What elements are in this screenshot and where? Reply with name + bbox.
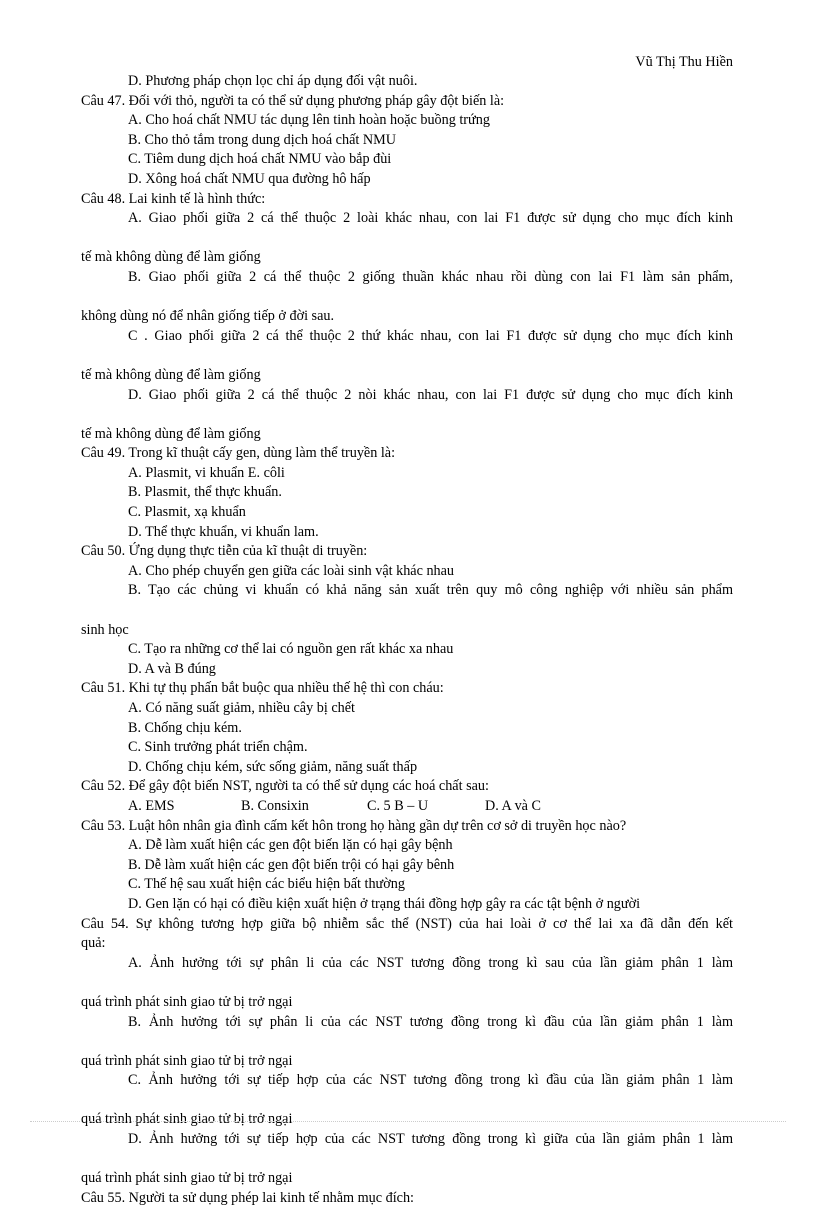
answer-option-continuation: quá trình phát sinh giao tử bị trở ngại — [81, 1111, 293, 1128]
answer-option-continuation: tế mà không dùng để làm giống — [81, 366, 261, 383]
answer-option: C. Thế hệ sau xuất hiện các biểu hiện bất thường — [128, 876, 405, 893]
answer-option: B. Chống chịu kém. — [128, 719, 242, 736]
answer-option: C. 5 B – U — [367, 797, 429, 814]
answer-option: A. Ảnh hưởng tới sự phân li của các NST tương đồng trong kì sau của lần giảm phân 1 làm — [128, 954, 733, 971]
answer-option-continuation: quá trình phát sinh giao tử bị trở ngại — [81, 993, 293, 1010]
question-heading: Câu 47. Đối với thỏ, người ta có thể sử dụng phương pháp gây đột biến là: — [81, 92, 505, 109]
answer-option: A. Plasmit, vi khuẩn E. côli — [128, 464, 285, 481]
answer-option: A. EMS — [128, 797, 175, 814]
answer-option: B. Ảnh hưởng tới sự phân li của các NST tương đồng trong kì đầu của lần giảm phân 1 làm — [128, 1013, 733, 1030]
question-heading: Câu 50. Ứng dụng thực tiễn của kĩ thuật di truyền: — [81, 543, 368, 560]
answer-option-continuation: quá trình phát sinh giao tử bị trở ngại — [81, 1052, 293, 1069]
answer-option: B. Plasmit, thể thực khuẩn. — [128, 484, 282, 501]
answer-option: D. Xông hoá chất NMU qua đường hô hấp — [128, 170, 371, 187]
answer-option: B. Consixin — [241, 797, 309, 814]
answer-option: B. Tạo các chủng vi khuẩn có khả năng sản xuất trên quy mô công nghiệp với nhiều sản phẩm — [128, 582, 733, 599]
answer-option: D. Thể thực khuẩn, vi khuẩn lam. — [128, 523, 319, 540]
question-heading: Câu 48. Lai kinh tế là hình thức: — [81, 190, 266, 207]
page-bottom-border — [30, 1121, 786, 1122]
answer-option-continuation: quá trình phát sinh giao tử bị trở ngại — [81, 1170, 293, 1187]
question-heading: Câu 55. Người ta sử dụng phép lai kinh tế nhằm mục đích: — [81, 1189, 414, 1206]
question-heading: Câu 49. Trong kĩ thuật cấy gen, dùng làm thể truyền là: — [81, 445, 396, 462]
answer-option: C. Ảnh hưởng tới sự tiếp hợp của các NST tương đồng trong kì đầu của lần giảm phân 1 làm — [128, 1072, 733, 1089]
answer-option: A. Giao phối giữa 2 cá thể thuộc 2 loài khác nhau, con lai F1 được sử dụng cho mục đích kinh — [128, 210, 733, 227]
answer-option: A. Cho hoá chất NMU tác dụng lên tinh hoàn hoặc buồng trứng — [128, 112, 490, 129]
answer-option: A. Có năng suất giảm, nhiều cây bị chết — [128, 700, 355, 716]
answer-option: B. Cho thỏ tắm trong dung dịch hoá chất NMU — [128, 131, 396, 148]
answer-option: C. Sinh trưởng phát triển chậm. — [128, 739, 308, 756]
question-heading: Câu 54. Sự không tương hợp giữa bộ nhiễm sắc thể (NST) của hai loài ở cơ thể lai xa đã dẫn đến kết — [81, 915, 733, 932]
question-heading: Câu 51. Khi tự thụ phấn bắt buộc qua nhiều thế hệ thì con cháu: — [81, 680, 444, 697]
question-list — [81, 72, 733, 1208]
answer-option: D. Phương pháp chọn lọc chỉ áp dụng đối vật nuôi. — [128, 73, 418, 89]
answer-option: A. Dễ làm xuất hiện các gen đột biến lặn có hại gây bệnh — [128, 837, 453, 854]
answer-option: C. Plasmit, xạ khuẩn — [128, 504, 246, 521]
answer-option: C. Tạo ra những cơ thể lai có nguồn gen rất khác xa nhau — [128, 641, 454, 658]
answer-option: C. Tiêm dung dịch hoá chất NMU vào bắp đùi — [128, 151, 392, 168]
answer-option: A. Cho phép chuyển gen giữa các loài sinh vật khác nhau — [128, 562, 455, 579]
answer-option: C . Giao phối giữa 2 cá thể thuộc 2 thứ khác nhau, con lai F1 được sử dụng cho mục đích kinh — [128, 327, 733, 344]
answer-option-continuation: sinh học — [81, 621, 129, 638]
question-heading: Câu 52. Để gây đột biến NST, người ta có thể sử dụng các hoá chất sau: — [81, 778, 489, 795]
answer-option: B. Dễ làm xuất hiện các gen đột biến trội có hại gây bênh — [128, 856, 455, 873]
answer-option: D. Gen lặn có hại có điều kiện xuất hiện ở trạng thái đồng hợp gây ra các tật bệnh ở người — [128, 895, 641, 912]
question-heading: Câu 53. Luật hôn nhân gia đình cấm kết hôn trong họ hàng gần dự trên cơ sở di truyền học nào? — [81, 817, 627, 834]
author-name: Vũ Thị Thu Hiền — [635, 54, 733, 70]
answer-option: B. Giao phối giữa 2 cá thể thuộc 2 giống thuần khác nhau rồi dùng con lai F1 làm sản phẩm, — [128, 268, 733, 285]
answer-option-row — [81, 797, 733, 817]
answer-option: D. A và C — [485, 797, 541, 814]
question-heading-continuation: quả: — [81, 935, 106, 952]
answer-option: D. Giao phối giữa 2 cá thể thuộc 2 nòi khác nhau, con lai F1 được sử dụng cho mục đích kinh — [128, 386, 733, 403]
answer-option-continuation: tế mà không dùng để làm giống — [81, 249, 261, 266]
answer-option: D. Chống chịu kém, sức sống giảm, năng suất thấp — [128, 758, 418, 775]
answer-option-continuation: không dùng nó để nhân giống tiếp ở đời sau. — [81, 308, 335, 325]
answer-option-continuation: tế mà không dùng để làm giống — [81, 425, 261, 442]
answer-option: D. A và B đúng — [128, 660, 216, 677]
answer-option: D. Ảnh hưởng tới sự tiếp hợp của các NST tương đồng trong kì giữa của lần giảm phân 1 làm — [128, 1131, 733, 1148]
